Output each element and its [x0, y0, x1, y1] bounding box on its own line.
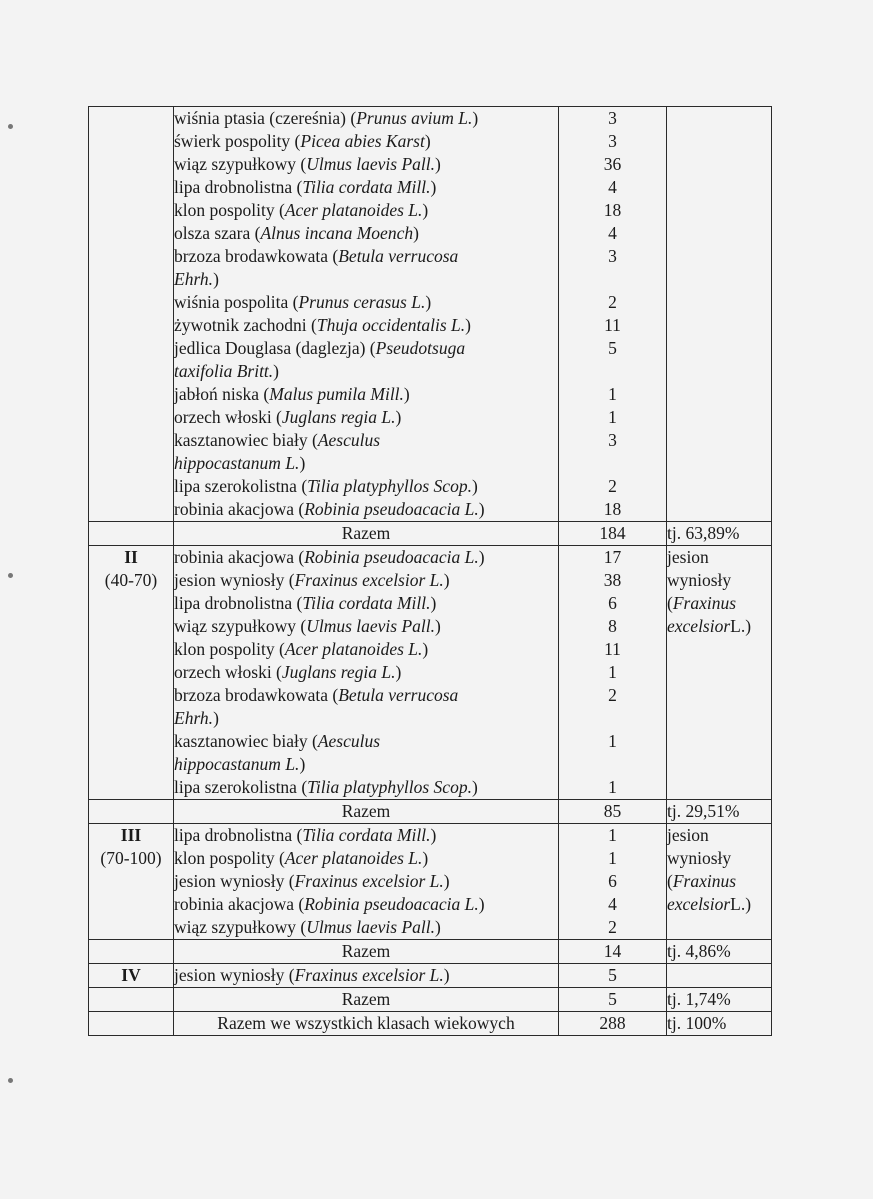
species-close: )	[443, 570, 450, 590]
punch-hole	[8, 1078, 13, 1083]
species-count: 5	[608, 338, 617, 358]
species-count: 18	[603, 499, 622, 519]
dominant-species-name: jesion wyniosły (	[667, 825, 732, 891]
age-class-name: III	[120, 825, 142, 845]
species-name: brzoza brodawkowata (	[174, 246, 339, 266]
dominant-species-name: jesion wyniosły (	[667, 547, 732, 613]
species-close: )	[299, 453, 306, 473]
species-latin: Tilia cordata Mill.	[302, 825, 431, 845]
species-latin: Tilia platyphyllos Scop.	[307, 476, 472, 496]
species-line	[174, 337, 558, 360]
species-name: wiąz szypułkowy (	[174, 917, 307, 937]
dominant-species-close: L.)	[730, 894, 752, 914]
species-latin: Fraxinus excelsior L.	[294, 965, 444, 985]
species-name: lipa szerokolistna (	[174, 476, 308, 496]
species-latin: Prunus avium L.	[356, 108, 473, 128]
species-name: orzech włoski (	[174, 662, 282, 682]
species-latin: Alnus incana Moench	[260, 223, 414, 243]
subtotal-label: Razem	[174, 988, 559, 1012]
species-close: )	[430, 177, 437, 197]
species-latin: Acer platanoides L.	[284, 848, 423, 868]
species-name: świerk pospolity (	[174, 131, 301, 151]
species-close: )	[422, 848, 429, 868]
species-line-continued	[174, 707, 558, 730]
species-count: 3	[608, 108, 617, 128]
species-latin: Tilia platyphyllos Scop.	[307, 777, 472, 797]
table-body	[89, 107, 772, 1036]
species-line-continued	[174, 753, 558, 776]
species-close: )	[413, 223, 419, 243]
species-line	[174, 176, 558, 199]
subtotal-label: Razem	[174, 800, 559, 824]
species-line-continued	[174, 268, 558, 291]
grand-total-percent: tj. 100%	[667, 1012, 772, 1036]
species-name: lipa szerokolistna (	[174, 777, 308, 797]
species-line-continued	[174, 360, 558, 383]
age-class-range: (70-100)	[100, 848, 162, 868]
subtotal-percent: tj. 1,74%	[667, 988, 772, 1012]
species-name: lipa drobnolistna (	[174, 177, 303, 197]
subtotal-count: 85	[559, 800, 667, 824]
count-list-cell	[559, 964, 667, 988]
species-latin: Fraxinus excelsior L.	[294, 871, 444, 891]
species-line	[174, 870, 558, 893]
species-line	[174, 475, 558, 498]
species-line	[174, 130, 558, 153]
species-count: 4	[608, 894, 617, 914]
subtotal-count: 184	[559, 522, 667, 546]
species-latin: Malus pumila Mill.	[269, 384, 404, 404]
species-close: )	[299, 754, 306, 774]
age-class-row	[89, 107, 772, 522]
species-name: żywotnik zachodni (	[174, 315, 317, 335]
species-name: wiśnia ptasia (czereśnia) (	[174, 108, 357, 128]
species-name: jesion wyniosły (	[174, 570, 295, 590]
species-close: )	[478, 499, 485, 519]
species-list-cell	[174, 824, 559, 940]
species-close: )	[213, 708, 219, 728]
species-name: brzoza brodawkowata (	[174, 685, 339, 705]
count-spacer	[559, 360, 666, 383]
grand-total-label: Razem we wszystkich klasach wiekowych	[174, 1012, 559, 1036]
species-name: klon pospolity (	[174, 639, 285, 659]
species-name: wiśnia pospolita (	[174, 292, 299, 312]
species-latin: Ulmus laevis Pall.	[306, 616, 436, 636]
species-line	[174, 847, 558, 870]
species-line	[174, 684, 558, 707]
species-line	[174, 776, 558, 799]
species-latin: Robinia pseudoacacia L.	[304, 499, 479, 519]
subtotal-percent: tj. 63,89%	[667, 522, 772, 546]
species-line	[174, 314, 558, 337]
count-spacer	[559, 753, 666, 776]
subtotal-row	[89, 522, 772, 546]
species-count: 1	[608, 662, 617, 682]
subtotal-blank	[89, 988, 174, 1012]
age-class-cell	[89, 107, 174, 522]
species-name: jesion wyniosły (	[174, 871, 295, 891]
species-close: )	[213, 269, 219, 289]
species-latin: Betula verrucosa	[338, 685, 459, 705]
species-name: orzech włoski (	[174, 407, 282, 427]
species-name: jabłoń niska (	[174, 384, 270, 404]
age-class-cell	[89, 824, 174, 940]
subtotal-percent: tj. 29,51%	[667, 800, 772, 824]
species-close: )	[435, 616, 441, 636]
species-count: 2	[608, 476, 617, 496]
species-count: 1	[608, 777, 617, 797]
count-list-cell	[559, 107, 667, 522]
species-latin: Ulmus laevis Pall.	[306, 154, 436, 174]
grand-total-count: 288	[559, 1012, 667, 1036]
subtotal-label: Razem	[174, 940, 559, 964]
species-close: )	[478, 547, 485, 567]
species-line	[174, 199, 558, 222]
species-list-cell	[174, 107, 559, 522]
species-latin: Tilia cordata Mill.	[302, 177, 431, 197]
species-close: )	[435, 154, 441, 174]
count-spacer	[559, 268, 666, 291]
species-list-cell	[174, 546, 559, 800]
age-class-cell	[89, 546, 174, 800]
species-line	[174, 153, 558, 176]
species-list-cell	[174, 964, 559, 988]
subtotal-row	[89, 988, 772, 1012]
species-name: lipa drobnolistna (	[174, 593, 303, 613]
species-close: )	[472, 108, 479, 128]
species-name: lipa drobnolistna (	[174, 825, 303, 845]
species-latin: Ulmus laevis Pall.	[306, 917, 436, 937]
species-latin-continued: taxifolia Britt.	[174, 361, 274, 381]
count-spacer	[559, 707, 666, 730]
species-name: olsza szara (	[174, 223, 261, 243]
species-close: )	[395, 662, 402, 682]
species-line	[174, 615, 558, 638]
species-latin: Aesculus	[317, 731, 381, 751]
age-class-range: (40-70)	[104, 570, 158, 590]
species-close: )	[471, 476, 478, 496]
species-count: 11	[604, 639, 621, 659]
species-line	[174, 498, 558, 521]
species-latin: Acer platanoides L.	[284, 200, 423, 220]
species-close: )	[435, 917, 441, 937]
species-latin: Fraxinus excelsior L.	[294, 570, 444, 590]
species-name: kasztanowiec biały (	[174, 731, 318, 751]
species-line	[174, 592, 558, 615]
species-line-continued	[174, 452, 558, 475]
species-latin: Pseudotsuga	[375, 338, 466, 358]
species-latin: Robinia pseudoacacia L.	[304, 547, 479, 567]
species-count: 17	[603, 547, 622, 567]
species-count: 36	[603, 154, 622, 174]
species-count: 6	[608, 871, 617, 891]
subtotal-percent: tj. 4,86%	[667, 940, 772, 964]
species-close: )	[425, 292, 432, 312]
subtotal-row	[89, 940, 772, 964]
species-line	[174, 569, 558, 592]
species-line	[174, 245, 558, 268]
species-latin: Juglans regia L.	[281, 662, 396, 682]
species-line	[174, 661, 558, 684]
species-count: 18	[603, 200, 622, 220]
species-latin: Tilia cordata Mill.	[302, 593, 431, 613]
species-close: )	[403, 384, 410, 404]
dominant-species-cell	[667, 107, 772, 522]
species-line	[174, 916, 558, 939]
species-count: 6	[608, 593, 617, 613]
species-latin: Juglans regia L.	[281, 407, 396, 427]
grand-total-row	[89, 1012, 772, 1036]
punch-hole	[8, 573, 13, 578]
species-name: robinia akacjowa (	[174, 499, 305, 519]
species-line	[174, 824, 558, 847]
species-close: )	[465, 315, 471, 335]
species-latin-continued: hippocastanum L.	[174, 754, 300, 774]
species-close: )	[471, 777, 478, 797]
species-count: 11	[604, 315, 621, 335]
species-count: 1	[608, 407, 617, 427]
subtotal-count: 5	[559, 988, 667, 1012]
subtotal-row	[89, 800, 772, 824]
species-latin-continued: Ehrh.	[174, 269, 214, 289]
species-name: klon pospolity (	[174, 848, 285, 868]
age-class-name: II	[124, 547, 138, 567]
species-count: 2	[608, 292, 617, 312]
age-class-row	[89, 964, 772, 988]
age-class-row	[89, 546, 772, 800]
punch-hole	[8, 124, 13, 129]
species-name: klon pospolity (	[174, 200, 285, 220]
species-latin: Picea abies Karst	[300, 131, 425, 151]
dominant-species-cell	[667, 964, 772, 988]
count-list-cell	[559, 546, 667, 800]
species-count: 3	[608, 430, 617, 450]
age-class-name: IV	[121, 965, 141, 985]
species-line	[174, 429, 558, 452]
species-latin-continued: hippocastanum L.	[174, 453, 300, 473]
species-line	[174, 291, 558, 314]
species-count: 1	[608, 848, 617, 868]
species-latin-continued: Ehrh.	[174, 708, 214, 728]
dominant-species-close: L.)	[730, 616, 752, 636]
species-close: )	[424, 131, 431, 151]
species-close: )	[443, 871, 450, 891]
species-close: )	[443, 965, 450, 985]
species-count: 1	[608, 825, 617, 845]
count-list-cell	[559, 824, 667, 940]
species-name: wiąz szypułkowy (	[174, 154, 307, 174]
species-count: 2	[608, 917, 617, 937]
dominant-species-latin: Fraxinus excelsior	[667, 871, 737, 914]
species-name: robinia akacjowa (	[174, 894, 305, 914]
species-latin: Robinia pseudoacacia L.	[304, 894, 479, 914]
age-class-cell	[89, 964, 174, 988]
count-spacer	[559, 452, 666, 475]
species-name: wiąz szypułkowy (	[174, 616, 307, 636]
species-latin: Thuja occidentalis L.	[316, 315, 466, 335]
species-line	[174, 222, 558, 245]
subtotal-blank	[89, 522, 174, 546]
species-line	[174, 893, 558, 916]
species-line	[174, 964, 558, 987]
species-line	[174, 406, 558, 429]
dominant-species-cell	[667, 546, 772, 800]
species-close: )	[430, 825, 437, 845]
species-name: kasztanowiec biały (	[174, 430, 318, 450]
age-class-row	[89, 824, 772, 940]
species-count: 2	[608, 685, 617, 705]
species-close: )	[478, 894, 485, 914]
grand-total-blank	[89, 1012, 174, 1036]
species-count: 5	[608, 965, 617, 985]
species-latin: Prunus cerasus L.	[298, 292, 426, 312]
species-line	[174, 730, 558, 753]
species-count: 3	[608, 246, 617, 266]
species-name: jesion wyniosły (	[174, 965, 295, 985]
dominant-species-latin: Fraxinus excelsior	[667, 593, 737, 636]
species-name: robinia akacjowa (	[174, 547, 305, 567]
species-close: )	[395, 407, 402, 427]
dominant-species-cell	[667, 824, 772, 940]
species-count: 1	[608, 731, 617, 751]
species-line	[174, 107, 558, 130]
species-line	[174, 546, 558, 569]
species-count: 8	[608, 616, 617, 636]
species-latin: Acer platanoides L.	[284, 639, 423, 659]
species-count: 4	[608, 177, 617, 197]
species-count: 38	[603, 570, 622, 590]
species-close: )	[430, 593, 437, 613]
species-line	[174, 383, 558, 406]
species-close: )	[273, 361, 279, 381]
species-close: )	[422, 200, 429, 220]
species-line	[174, 638, 558, 661]
species-name: jedlica Douglasa (daglezja) (	[174, 338, 376, 358]
species-latin: Betula verrucosa	[338, 246, 459, 266]
species-count: 3	[608, 131, 617, 151]
tree-species-table	[88, 106, 772, 1036]
subtotal-blank	[89, 800, 174, 824]
species-count: 4	[608, 223, 617, 243]
species-latin: Aesculus	[317, 430, 381, 450]
subtotal-count: 14	[559, 940, 667, 964]
subtotal-blank	[89, 940, 174, 964]
species-count: 1	[608, 384, 617, 404]
species-close: )	[422, 639, 429, 659]
subtotal-label: Razem	[174, 522, 559, 546]
